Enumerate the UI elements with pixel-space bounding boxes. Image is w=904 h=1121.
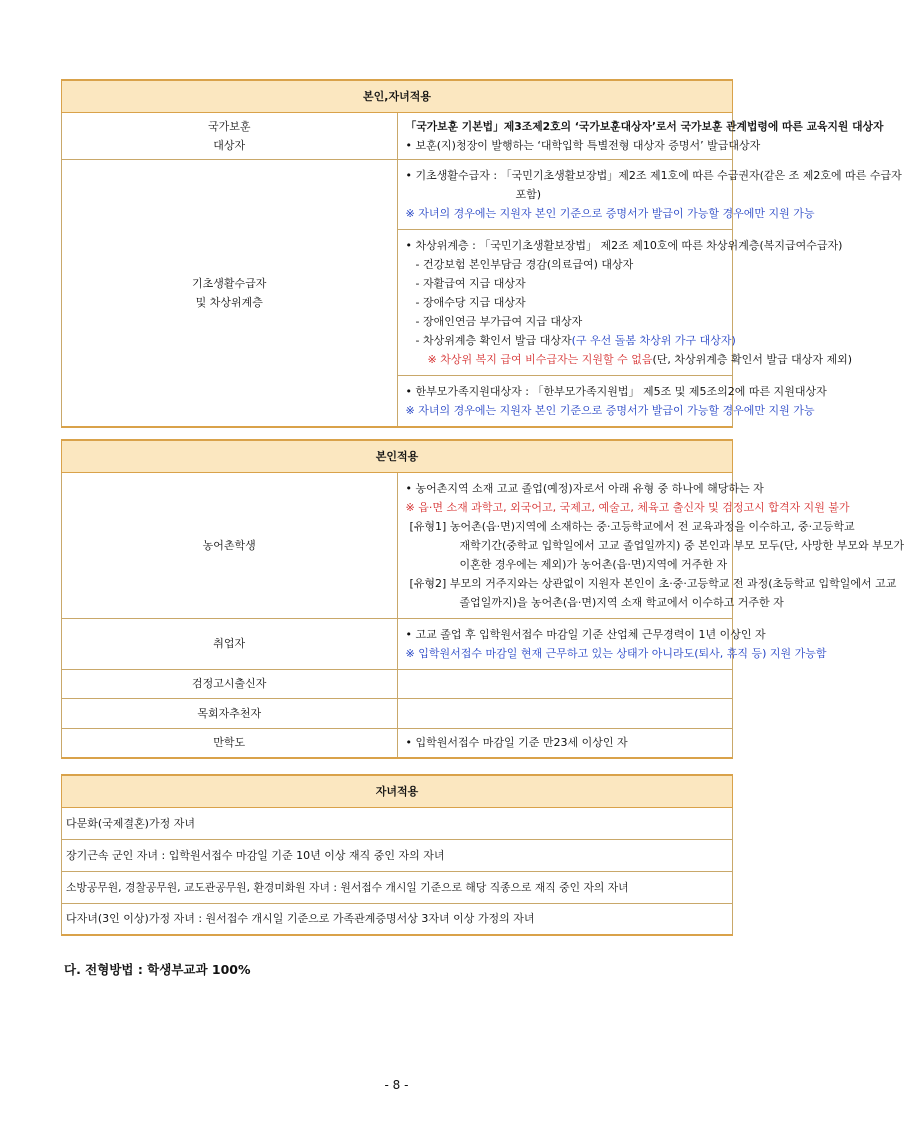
section-header-child: 자녀적용 <box>62 775 733 807</box>
rural-type1: [유형1] 농어촌(읍·면)지역에 소재하는 중·고등학교에서 전 교육과정을 이수하고, 중·고등학교 <box>409 519 855 533</box>
veterans-definition: 「국가보훈 기본법」제3조제2호의 ‘국가보훈대상자’로서 국가보훈 관계법령에 따른 교육지원 대상자 <box>405 119 884 133</box>
employee-note: ※ 입학원서접수 마감일 현재 근무하고 있는 상태가 아니라도(퇴사, 휴직 등) 지원 가능함 <box>405 646 827 660</box>
child-row-multicultural: 다문화(국제결혼)가정 자녀 <box>62 807 733 839</box>
rural-type1-cont: 재학기간(중학교 입학일에서 고교 졸업일까지) 중 본인과 부모 모두(단, 사망한 부모와 부모가 <box>459 538 904 552</box>
row-label-veterans: 국가보훈 대상자 <box>62 112 398 159</box>
employee-line: • 고교 졸업 후 입학원서접수 마감일 기준 산업체 근무경력이 1년 이상인 자 <box>405 627 766 641</box>
rural-note: ※ 읍·면 소재 과학고, 외국어고, 국제고, 예술고, 체육고 출신자 및 검정고시 합격자 지원 불가 <box>405 500 850 514</box>
near-poverty-item: - 자활급여 지급 대상자 <box>415 276 526 290</box>
row-label-rural: 농어촌학생 <box>62 472 398 618</box>
basic-livelihood-note: ※ 자녀의 경우에는 지원자 본인 기준으로 증명서가 발급이 가능할 경우에만 지원 가능 <box>405 206 815 220</box>
table-child-only <box>61 774 733 936</box>
single-parent-line: • 한부모가족지원대상자 : 「한부모가족지원법」 제5조 및 제5조의2에 따른 지원대상자 <box>405 384 827 398</box>
row-label-pastor: 목회자추천자 <box>62 698 398 728</box>
row-label-basic-livelihood: 기초생활수급자 및 차상위계층 <box>62 159 398 427</box>
near-poverty-title: • 차상위계층 : 「국민기초생활보장법」 제2조 제10호에 따른 차상위계층(복지급여수급자) <box>405 238 843 252</box>
rural-type1-cont: 이혼한 경우에는 제외)가 농어촌(읍·면)지역에 거주한 자 <box>459 557 728 571</box>
rural-line: • 농어촌지역 소재 고교 졸업(예정)자로서 아래 유형 중 하나에 해당하는 자 <box>405 481 764 495</box>
near-poverty-item: - 차상위계층 확인서 발급 대상자(구 우선 돌봄 차상위 가구 대상자) <box>415 333 736 347</box>
table-self-only <box>61 439 904 759</box>
selection-method-title: 다. 전형방법 : 학생부교과 100% <box>64 962 251 977</box>
near-poverty-block <box>397 229 853 375</box>
section-header-self-child: 본인,자녀적용 <box>62 80 733 112</box>
late-learner-line: • 입학원서접수 마감일 기준 만23세 이상인 자 <box>405 736 628 750</box>
row-content-pastor <box>397 698 733 728</box>
row-label-late-learner: 만학도 <box>62 728 398 758</box>
row-content-employee <box>397 618 827 669</box>
basic-livelihood-line: 포함) <box>515 187 542 201</box>
child-row-multi-child: 다자녀(3인 이상)가정 자녀 : 원서접수 개시일 기준으로 가족관계증명서상 3자녀 이상 가정의 자녀 <box>62 903 733 935</box>
basic-livelihood-block <box>397 159 902 229</box>
row-content-late-learner <box>397 728 733 758</box>
near-poverty-item: - 건강보험 본인부담금 경감(의료급여) 대상자 <box>415 257 634 271</box>
child-row-military: 장기근속 군인 자녀 : 입학원서접수 마감일 기준 10년 이상 재직 중인 자의 자녀 <box>62 839 733 871</box>
row-content-veterans <box>397 112 884 159</box>
row-content-ged <box>397 669 733 698</box>
page-number: - 8 - <box>384 1078 409 1092</box>
rural-type2: [유형2] 부모의 거주지와는 상관없이 지원자 본인이 초·중·고등학교 전 과정(초등학교 입학일에서 고교 <box>409 576 897 590</box>
single-parent-note: ※ 자녀의 경우에는 지원자 본인 기준으로 증명서가 발급이 가능할 경우에만 지원 가능 <box>405 403 815 417</box>
row-label-employee: 취업자 <box>62 618 398 669</box>
near-poverty-item: - 장애수당 지급 대상자 <box>415 295 526 309</box>
rural-type2-cont: 졸업일까지)을 농어촌(읍·면)지역 소재 학교에서 이수하고 거주한 자 <box>459 595 784 609</box>
veterans-certificate: • 보훈(지)청장이 발행하는 ‘대학입학 특별전형 대상자 증명서’ 발급대상자 <box>405 138 761 152</box>
single-parent-block <box>397 375 827 427</box>
near-poverty-note: ※ 차상위 복지 급여 비수급자는 지원할 수 없음(단, 차상위계층 확인서 발급 대상자 제외) <box>427 352 853 366</box>
row-content-rural <box>397 472 904 618</box>
table-self-and-child <box>61 79 902 428</box>
basic-livelihood-line: • 기초생활수급자 : 「국민기초생활보장법」제2조 제1호에 따른 수급권자(같은 조 제2호에 따른 수급자 <box>405 168 902 182</box>
child-row-public-servant: 소방공무원, 경찰공무원, 교도관공무원, 환경미화원 자녀 : 원서접수 개시일 기준으로 해당 직종으로 재직 중인 자의 자녀 <box>62 871 733 903</box>
row-label-ged: 검정고시출신자 <box>62 669 398 698</box>
section-header-self: 본인적용 <box>62 440 733 472</box>
near-poverty-item: - 장애인연금 부가급여 지급 대상자 <box>415 314 583 328</box>
